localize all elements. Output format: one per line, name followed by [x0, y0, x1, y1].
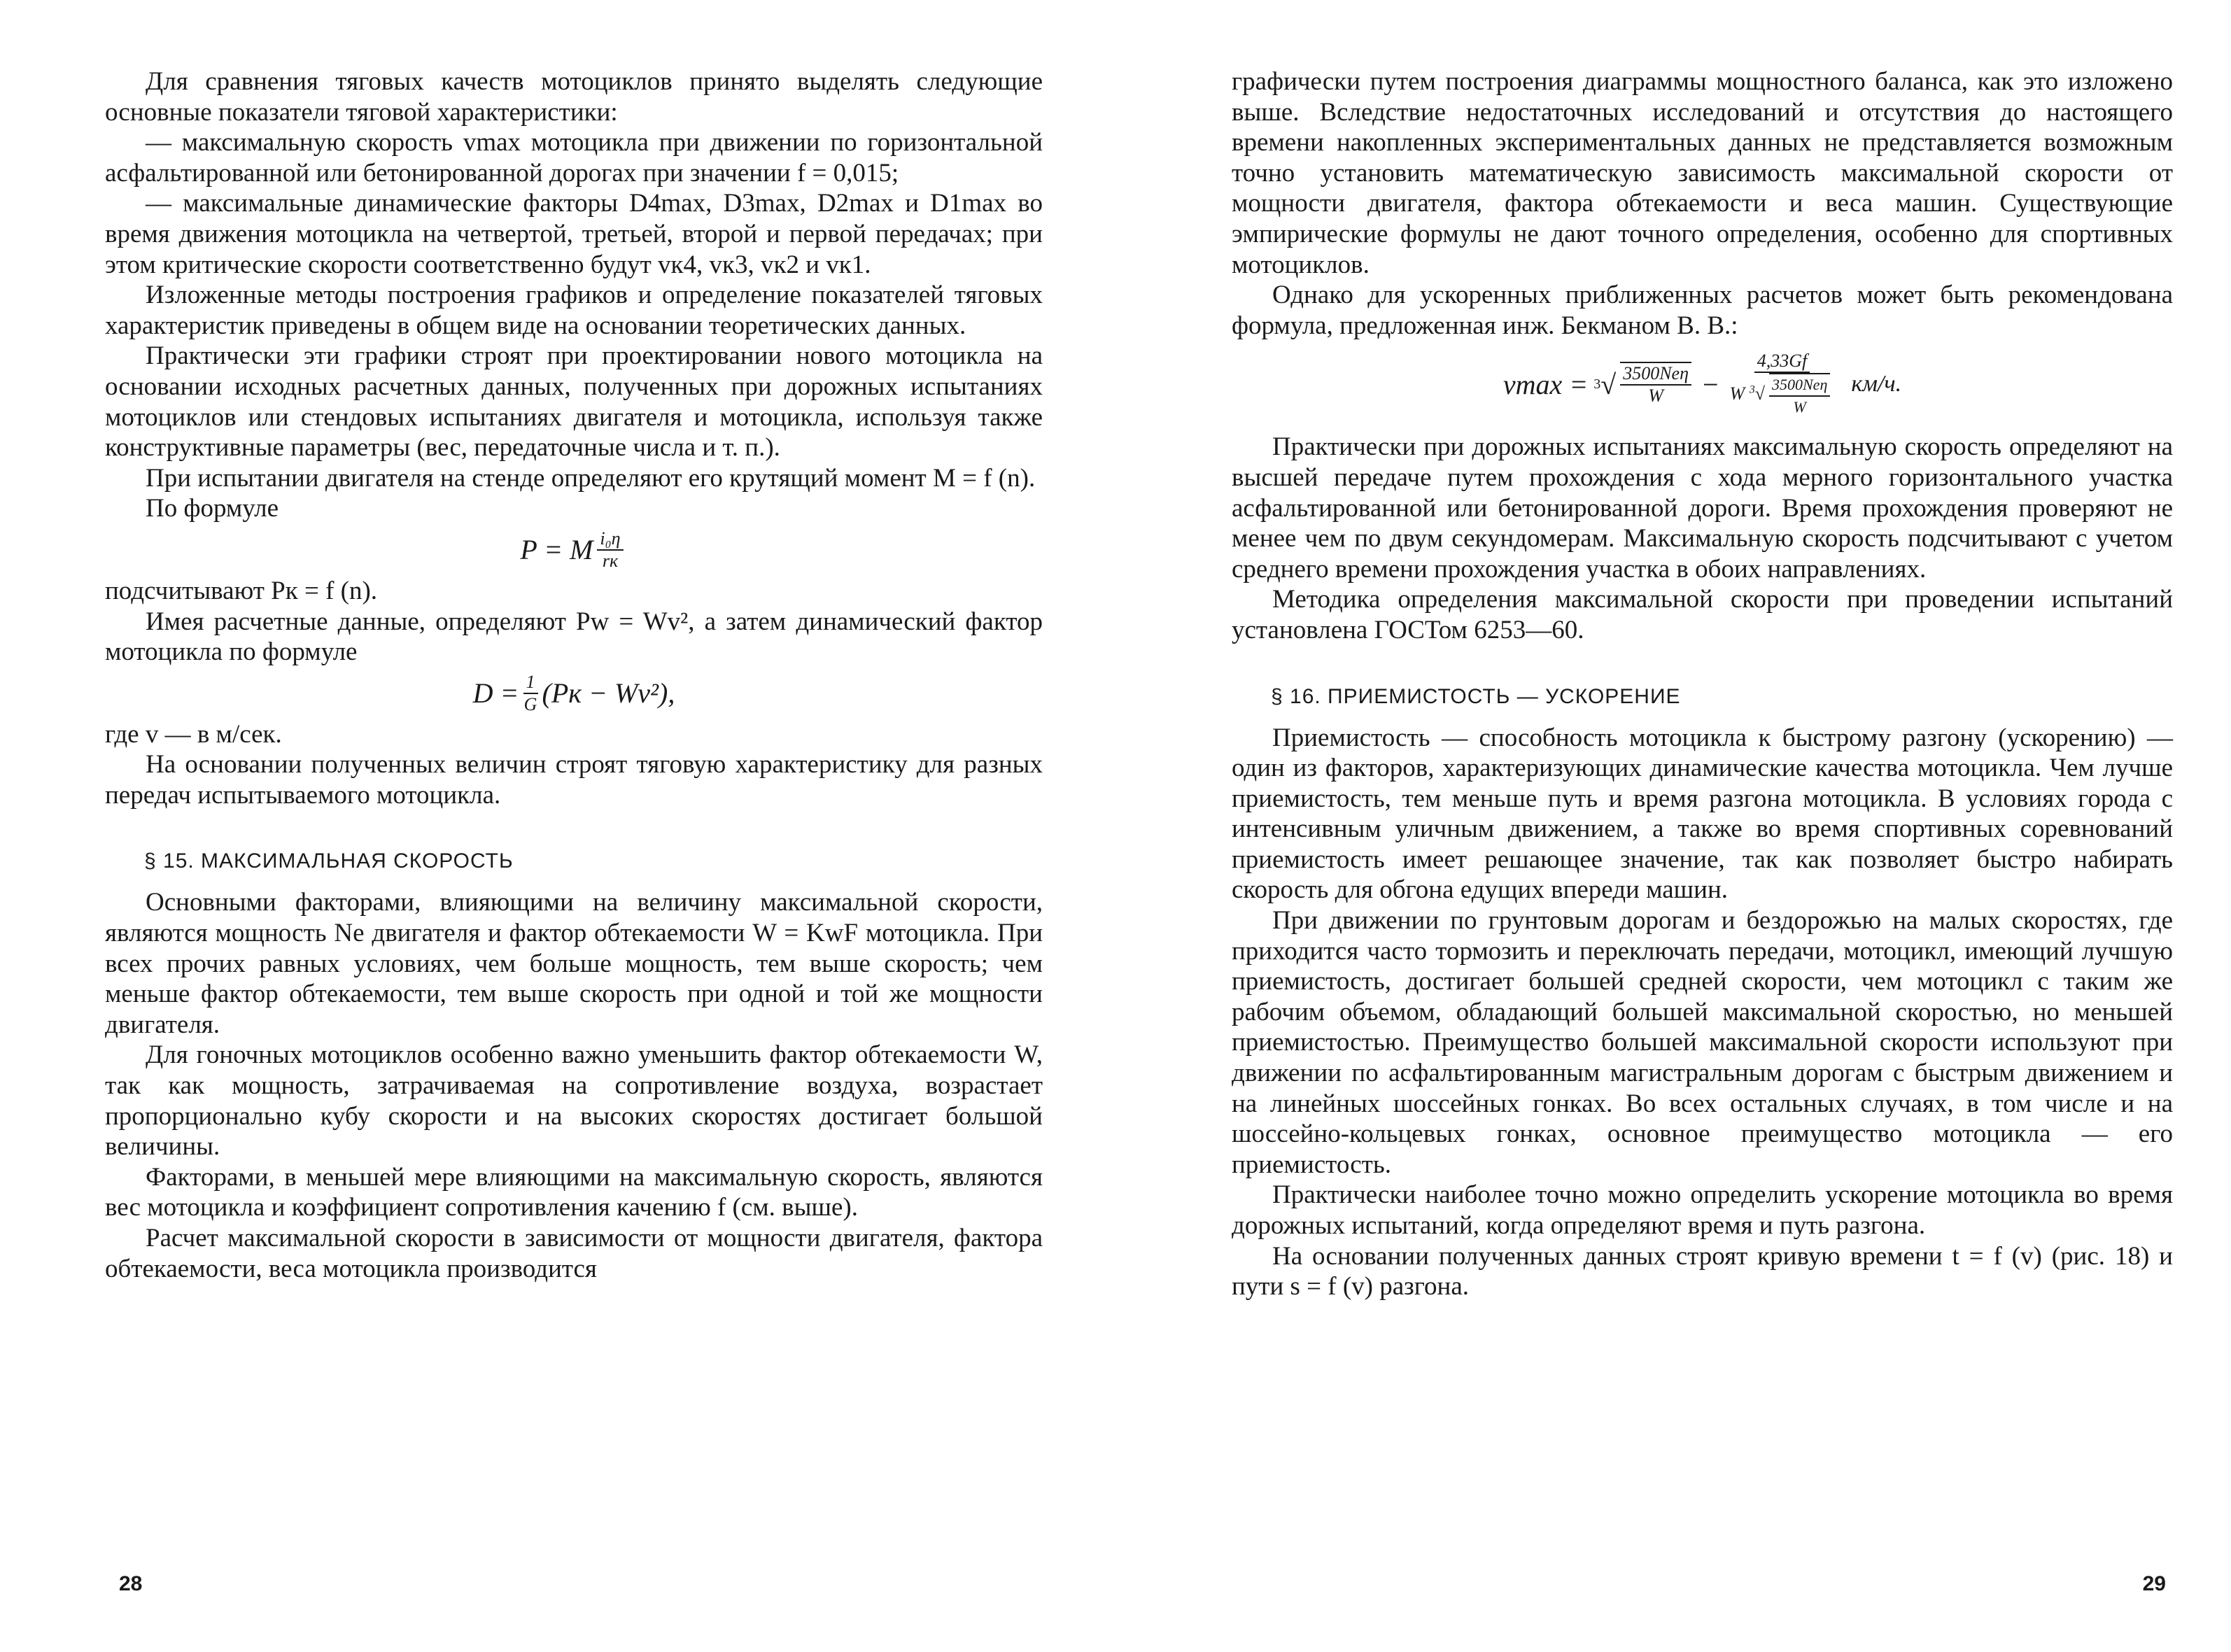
paragraph: На основании полученных данных строят кривую времени t = f (v) (рис. 18) и пути s = f (v) разгона.: [1232, 1241, 2173, 1301]
root-index: 3: [1593, 376, 1601, 392]
denominator-root: W $^3$√ $\frac{\text{3500Neη}}{W}$: [1730, 373, 1835, 418]
paragraph: Приемистость — способность мотоцикла к быстрому разгону (ускорению) — один из факторов, характеризующих динамические качества мотоцикла. Чем лучше приемистость, тем меньше путь и время разгона мотоцикла. В условиях города с интенсивным уличным движением, а также во время спортивных соревнований приемистость имеет решающее значение, так как позволяет быстро набирать скорость для обгона едущих впереди машин.: [1232, 723, 2173, 905]
section-heading-15: § 15. МАКСИМАЛЬНАЯ СКОРОСТЬ: [144, 849, 514, 873]
paragraph: Факторами, в меньшей мере влияющими на максимальную скорость, являются вес мотоцикла и коэффициент сопротивления качению f (см. выше).: [105, 1162, 1043, 1222]
formula-vmax: [1232, 351, 2173, 418]
paragraph: По формуле: [146, 494, 279, 523]
paragraph: На основании полученных величин строят тяговую характеристику для разных передач испытываемого мотоцикла.: [105, 750, 1043, 810]
paragraph: Методика определения максимальной скорости при проведении испытаний установлена ГОСТом 6253—60.: [1232, 585, 2173, 644]
paragraph: подсчитывают Pк = f (n).: [105, 576, 378, 605]
left-page: [105, 0, 1043, 1652]
right-page: [1232, 0, 2173, 1652]
numerator: 1: [523, 672, 538, 694]
paragraph: Однако для ускоренных приближенных расчетов может быть рекомендована формула, предложенная инж. Бекманом В. В.:: [1232, 281, 2173, 340]
paragraph: Для гоночных мотоциклов особенно важно уменьшить фактор обтекаемости W, так как мощность, затрачиваемая на сопротивление воздуха, возрастает пропорционально кубу скорости и на высоких скоростях достигает большой величины.: [105, 1040, 1043, 1162]
minus-sign: −: [1702, 368, 1719, 400]
numerator: 4,33Gf: [1754, 351, 1810, 373]
denominator-w: W: [1729, 383, 1745, 404]
numerator: 3500Neη: [1620, 363, 1691, 386]
numerator: 3500Neη: [1769, 374, 1830, 397]
fraction: [1730, 351, 1835, 418]
paragraph: Расчет максимальной скорости в зависимости от мощности двигателя, фактора обтекаемости, веса мотоцикла производится: [105, 1224, 1043, 1283]
inner-fraction: [1769, 373, 1830, 418]
paragraph: Для сравнения тяговых качеств мотоциклов принято выделять следующие основные показатели тяговой характеристики:: [105, 67, 1043, 127]
denominator: rк: [602, 550, 619, 571]
fraction: [597, 528, 623, 572]
unit: км/ч.: [1851, 371, 1902, 397]
paragraph: Практически эти графики строят при проектировании нового мотоцикла на основании исходных расчетных данных, полученных при дорожных испытаниях мотоциклов или стендовых испытаниях двигателя и мотоцикла, используя также конструктивные параметры (вес, передаточные числа и т. п.).: [105, 341, 1043, 463]
paragraph: Изложенные методы построения графиков и определение показателей тяговых характеристик приведены в общем виде на основании теоретических данных.: [105, 281, 1043, 340]
paragraph: Основными факторами, влияющими на величину максимальной скорости, являются мощность Ne двигателя и фактор обтекаемости W = KwF мотоцикла. При всех прочих равных условиях, чем больше мощность, тем выше скорость; чем меньше фактор обтекаемости, тем выше скорость при одной и той же мощности двигателя.: [105, 888, 1043, 1039]
formula-rhs: (Pк − Wv²),: [542, 677, 675, 709]
paragraph: При движении по грунтовым дорогам и бездорожью на малых скоростях, где приходится часто тормозить и переключать передачи, мотоцикл, имеющий лучшую приемистость, достигает большей средней скорости, чем мотоцикл с таким же рабочим объемом, обладающий большей максимальной скоростью, но меньшей приемистостью. Преимущество большей максимальной скорости используют при движении по асфальтированным магистральным дорогам с быстрым движением и на линейных шоссейных гонках. Во всех остальных случаях, в том числе и на шоссейно-кольцевых гонках, основное преимущество мотоцикла — его приемистость.: [1232, 906, 2173, 1179]
formula-d: [105, 672, 1043, 715]
radicand-fraction: [1620, 362, 1691, 407]
formula-p: [105, 528, 1043, 572]
paragraph: — максимальную скорость vmax мотоцикла при движении по горизонтальной асфальтированной или бетонированной дорогах при значении f = 0,015;: [105, 128, 1043, 188]
denominator: G: [523, 693, 537, 714]
page-number: 29: [2142, 1572, 2166, 1595]
formula-lhs: vmax =: [1502, 368, 1589, 400]
paragraph: Практически наиболее точно можно определить ускорение мотоцикла во время дорожных испытаний, когда определяют время и путь разгона.: [1232, 1180, 2173, 1240]
page-number: 28: [119, 1572, 143, 1595]
paragraph: где v — в м/сек.: [105, 719, 282, 749]
numerator: i₀η: [597, 528, 623, 551]
formula-lhs: P = M: [520, 534, 593, 566]
formula-lhs: D =: [472, 677, 519, 709]
denominator: W: [1648, 386, 1663, 407]
paragraph: Имея расчетные данные, определяют Pw = Wv², а затем динамический фактор мотоцикла по формуле: [105, 607, 1043, 667]
paragraph: графически путем построения диаграммы мощностного баланса, как это изложено выше. Вследствие недостаточных исследований и отсутствия до настоящего времени накопленных экспериментальных данных не представляется возможным точно установить математическую зависимость максимальной скорости от мощности двигателя, фактора обтекаемости и веса машин. Существующие эмпирические формулы не дают точного определения, особенно для спортивных мотоциклов.: [1232, 67, 2173, 279]
denominator: W: [1793, 398, 1806, 416]
paragraph: Практически при дорожных испытаниях максимальную скорость определяют на высшей передаче путем прохождения с хода мерного горизонтального участка асфальтированной или бетонированной дороги. Время прохождения проверяют не менее чем по двум секундомерам. Максимальную скорость подсчитывают с учетом среднего времени прохождения участка в обоих направлениях.: [1232, 432, 2173, 584]
paragraph: — максимальные динамические факторы D4max, D3max, D2max и D1max во время движения мотоцикла на четвертой, третьей, второй и первой передачах; при этом критические скорости соответственно будут vк4, vк3, vк2 и vк1.: [105, 189, 1043, 279]
right-text-column: [1232, 66, 2173, 1302]
paragraph: При испытании двигателя на стенде определяют его крутящий момент M = f (n).: [146, 463, 1036, 493]
fraction: [523, 672, 538, 715]
left-text-column: [105, 66, 1043, 1284]
section-heading-16: § 16. ПРИЕМИСТОСТЬ — УСКОРЕНИЕ: [1271, 684, 1681, 708]
radical-sign: √: [1600, 368, 1617, 400]
root-index: 3: [1749, 383, 1755, 396]
